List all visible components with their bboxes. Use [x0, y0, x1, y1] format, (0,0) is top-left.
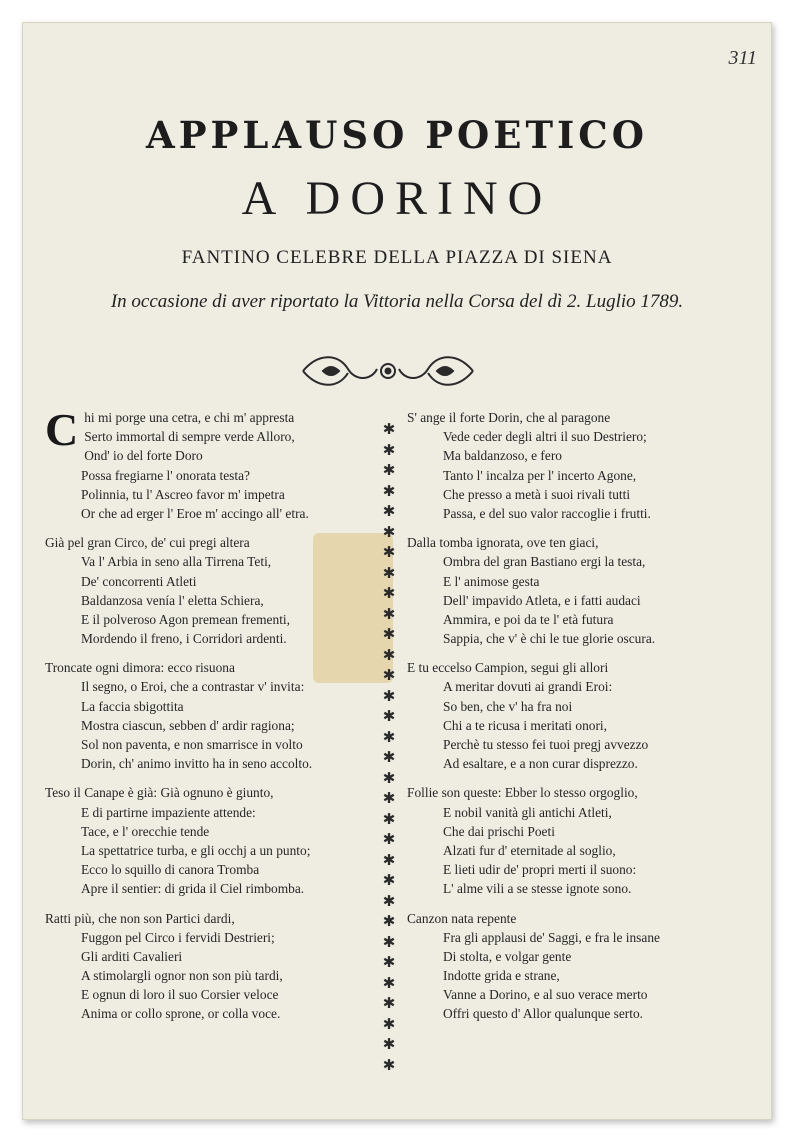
star-ornament-icon: ✱ — [382, 975, 396, 992]
star-ornament-icon: ✱ — [382, 955, 396, 971]
verse-line: Apre il sentier: di grida il Ciel rimbomba. — [81, 881, 305, 897]
star-ornament-icon: ✱ — [382, 893, 396, 910]
occasion-line: In occasione di aver riportato la Vittoria nella Corsa del dì 2. Luglio 1789. — [110, 291, 684, 312]
star-ornament-icon: ✱ — [382, 606, 396, 623]
star-ornament-icon: ✱ — [382, 1016, 396, 1033]
verse-line: Teso il Canape è già: Già ognuno è giunto, — [45, 785, 274, 801]
verse-line: A stimolargli ognor non son più tardi, — [81, 968, 283, 984]
verse-line: Ecco lo squillo di canora Tromba — [81, 862, 260, 878]
verse-line: Ma baldanzoso, e fero — [443, 448, 562, 464]
verse-line: Follie son queste: Ebber lo stesso orgoglio, — [407, 785, 638, 801]
verse-line: Sappia, che v' è chi le tue glorie oscura. — [443, 631, 656, 647]
verse-line: E tu eccelso Campion, segui gli allori — [407, 660, 609, 676]
verse-line: Ratti più, che non son Partici dardi, — [45, 910, 235, 926]
verse-line: Il segno, o Eroi, che a contrastar v' invita: — [81, 679, 305, 695]
title-line-2: A DORINO — [241, 172, 553, 225]
stanza — [45, 783, 355, 898]
verse-line: Vede ceder degli altri il suo Destriero; — [443, 429, 647, 445]
verse-line: Fuggon pel Circo i fervidi Destrieri; — [81, 929, 275, 945]
folio-number: 311 — [728, 47, 757, 69]
stanza — [407, 408, 747, 523]
star-ornament-icon: ✱ — [382, 463, 396, 479]
broadside-sheet — [22, 22, 772, 1120]
verse-line: La spettatrice turba, e gli occhj a un punto; — [81, 842, 311, 858]
verse-line: Perchè tu stesso fei tuoi pregj avvezzo — [443, 737, 649, 752]
title-line-1: APPLAUSO POETICO — [146, 113, 648, 157]
star-ornament-icon: ✱ — [382, 565, 396, 582]
verse-line: Passa, e del suo valor raccoglie i frutti. — [443, 505, 651, 521]
verse-line: Chi a te ricusa i meritati onori, — [443, 717, 607, 733]
verse-line: Mordendo il freno, i Corridori ardenti. — [81, 631, 287, 647]
star-ornament-icon: ✱ — [382, 668, 396, 684]
verse-line: Tanto l' incalza per l' incerto Agone, — [443, 467, 637, 483]
stanza — [45, 533, 355, 648]
star-ornament-icon: ✱ — [382, 545, 396, 561]
verse-line: De' concorrenti Atleti — [81, 573, 197, 589]
star-ornament-icon: ✱ — [382, 442, 396, 459]
verse-line: Anima or collo sprone, or colla voce. — [81, 1006, 281, 1022]
right-poem-column — [407, 408, 747, 1034]
left-poem-column — [45, 404, 355, 1034]
star-ornament-icon: ✱ — [382, 709, 396, 725]
verse-line: Serto immortal di sempre verde Alloro, — [84, 429, 295, 445]
star-ornament-icon: ✱ — [382, 586, 396, 602]
verse-line: Ad esaltare, e a non curar disprezzo. — [443, 756, 638, 772]
verse-line: Polinnia, tu l' Ascreo favor m' impetra — [81, 486, 285, 502]
star-ornament-icon: ✱ — [382, 422, 396, 438]
verse-line: Va l' Arbia in seno alla Tirrena Teti, — [81, 554, 272, 570]
star-ornament-icon: ✱ — [382, 647, 396, 664]
verse-line: Vanne a Dorino, e al suo verace merto — [443, 987, 648, 1003]
verse-line: Dalla tomba ignorata, ove ten giaci, — [407, 535, 599, 551]
verse-line: Baldanzosa venía l' eletta Schiera, — [81, 592, 264, 608]
verse-line: E di partirne impaziente attende: — [81, 804, 256, 820]
star-ornament-icon: ✱ — [382, 791, 396, 807]
verse-line: Gli arditi Cavalieri — [81, 948, 183, 964]
verse-line: L' alme vili a se stesse ignote sono. — [443, 881, 632, 897]
stanza — [45, 909, 355, 1024]
star-ornament-icon: ✱ — [382, 1037, 396, 1053]
verse-line: E nobil vanità gli antichi Atleti, — [443, 804, 612, 820]
star-ornament-icon: ✱ — [382, 1057, 396, 1074]
verse-line: La faccia sbigottita — [81, 698, 184, 714]
verse-line: Dorin, ch' animo invitto ha in seno accolto. — [81, 756, 313, 772]
verse-line: A meritar dovuti ai grandi Eroi: — [443, 679, 613, 695]
star-ornament-icon: ✱ — [382, 688, 396, 705]
stanza — [407, 658, 747, 773]
verse-line: E l' animose gesta — [443, 573, 540, 589]
subtitle: FANTINO CELEBRE DELLA PIAZZA DI SIENA — [181, 247, 613, 268]
star-ornament-icon: ✱ — [382, 996, 396, 1012]
verse-line: Mostra ciascun, sebben d' ardir ragiona; — [81, 717, 295, 733]
verse-line: E il polveroso Agon premean frementi, — [81, 611, 290, 627]
verse-line: Canzon nata repente — [407, 910, 517, 926]
ornament-flourish-icon — [293, 347, 483, 395]
star-ornament-icon: ✱ — [382, 770, 396, 787]
verse-line: Indotte grida e strane, — [443, 968, 560, 984]
star-ornament-icon: ✱ — [382, 750, 396, 766]
star-ornament-icon: ✱ — [382, 852, 396, 869]
verse-line: Che presso a metà i suoi rivali tutti — [443, 486, 631, 502]
verse-line: Ond' io del forte Doro — [84, 448, 203, 464]
verse-line: Possa fregiarne l' onorata testa? — [81, 467, 250, 483]
verse-line: E lieti udir de' propri merti il suono: — [443, 862, 637, 878]
verse-line: Troncate ogni dimora: ecco risuona — [45, 660, 235, 676]
star-divider — [378, 423, 400, 1083]
verse-line: Fra gli applausi de' Saggi, e fra le insane — [443, 929, 660, 945]
stanza — [407, 783, 747, 898]
stanza — [45, 658, 355, 773]
verse-line: Ammira, e poi da te l' età futura — [443, 611, 614, 627]
verse-line: Di stolta, e volgar gente — [443, 948, 572, 964]
star-ornament-icon: ✱ — [382, 504, 396, 520]
verse-line: Già pel gran Circo, de' cui pregi altera — [45, 535, 250, 551]
verse-line: Or che ad erger l' Eroe m' accingo all' etra. — [81, 505, 309, 521]
drop-cap: C — [45, 404, 79, 455]
verse-line: Offri questo d' Allor qualunque serto. — [443, 1006, 644, 1022]
star-ornament-icon: ✱ — [382, 832, 396, 848]
verse-line: Ombra del gran Bastiano ergi la testa, — [443, 554, 646, 570]
verse-line: Tace, e l' orecchie tende — [81, 823, 210, 839]
verse-line: Dell' impavido Atleta, e i fatti audaci — [443, 592, 641, 608]
star-ornament-icon: ✱ — [382, 627, 396, 643]
verse-line: hi mi porge una cetra, e chi m' appresta — [84, 410, 295, 425]
verse-line: Che dai prischi Poeti — [443, 823, 555, 839]
star-ornament-icon: ✱ — [382, 873, 396, 889]
verse-line: So ben, che v' ha fra noi — [443, 698, 573, 714]
stanza — [407, 533, 747, 648]
star-ornament-icon: ✱ — [382, 483, 396, 500]
star-ornament-icon: ✱ — [382, 934, 396, 951]
star-ornament-icon: ✱ — [382, 524, 396, 541]
verse-line: E ognun di loro il suo Corsier veloce — [81, 987, 279, 1003]
star-ornament-icon: ✱ — [382, 914, 396, 930]
verse-line: S' ange il forte Dorin, che al paragone — [407, 410, 611, 425]
star-ornament-icon: ✱ — [382, 729, 396, 746]
verse-line: Sol non paventa, e non smarrisce in volto — [81, 737, 303, 752]
star-ornament-icon: ✱ — [382, 811, 396, 828]
stanza — [407, 909, 747, 1024]
verse-line: Alzati fur d' eternitade al soglio, — [443, 842, 616, 858]
stanza — [45, 404, 355, 523]
